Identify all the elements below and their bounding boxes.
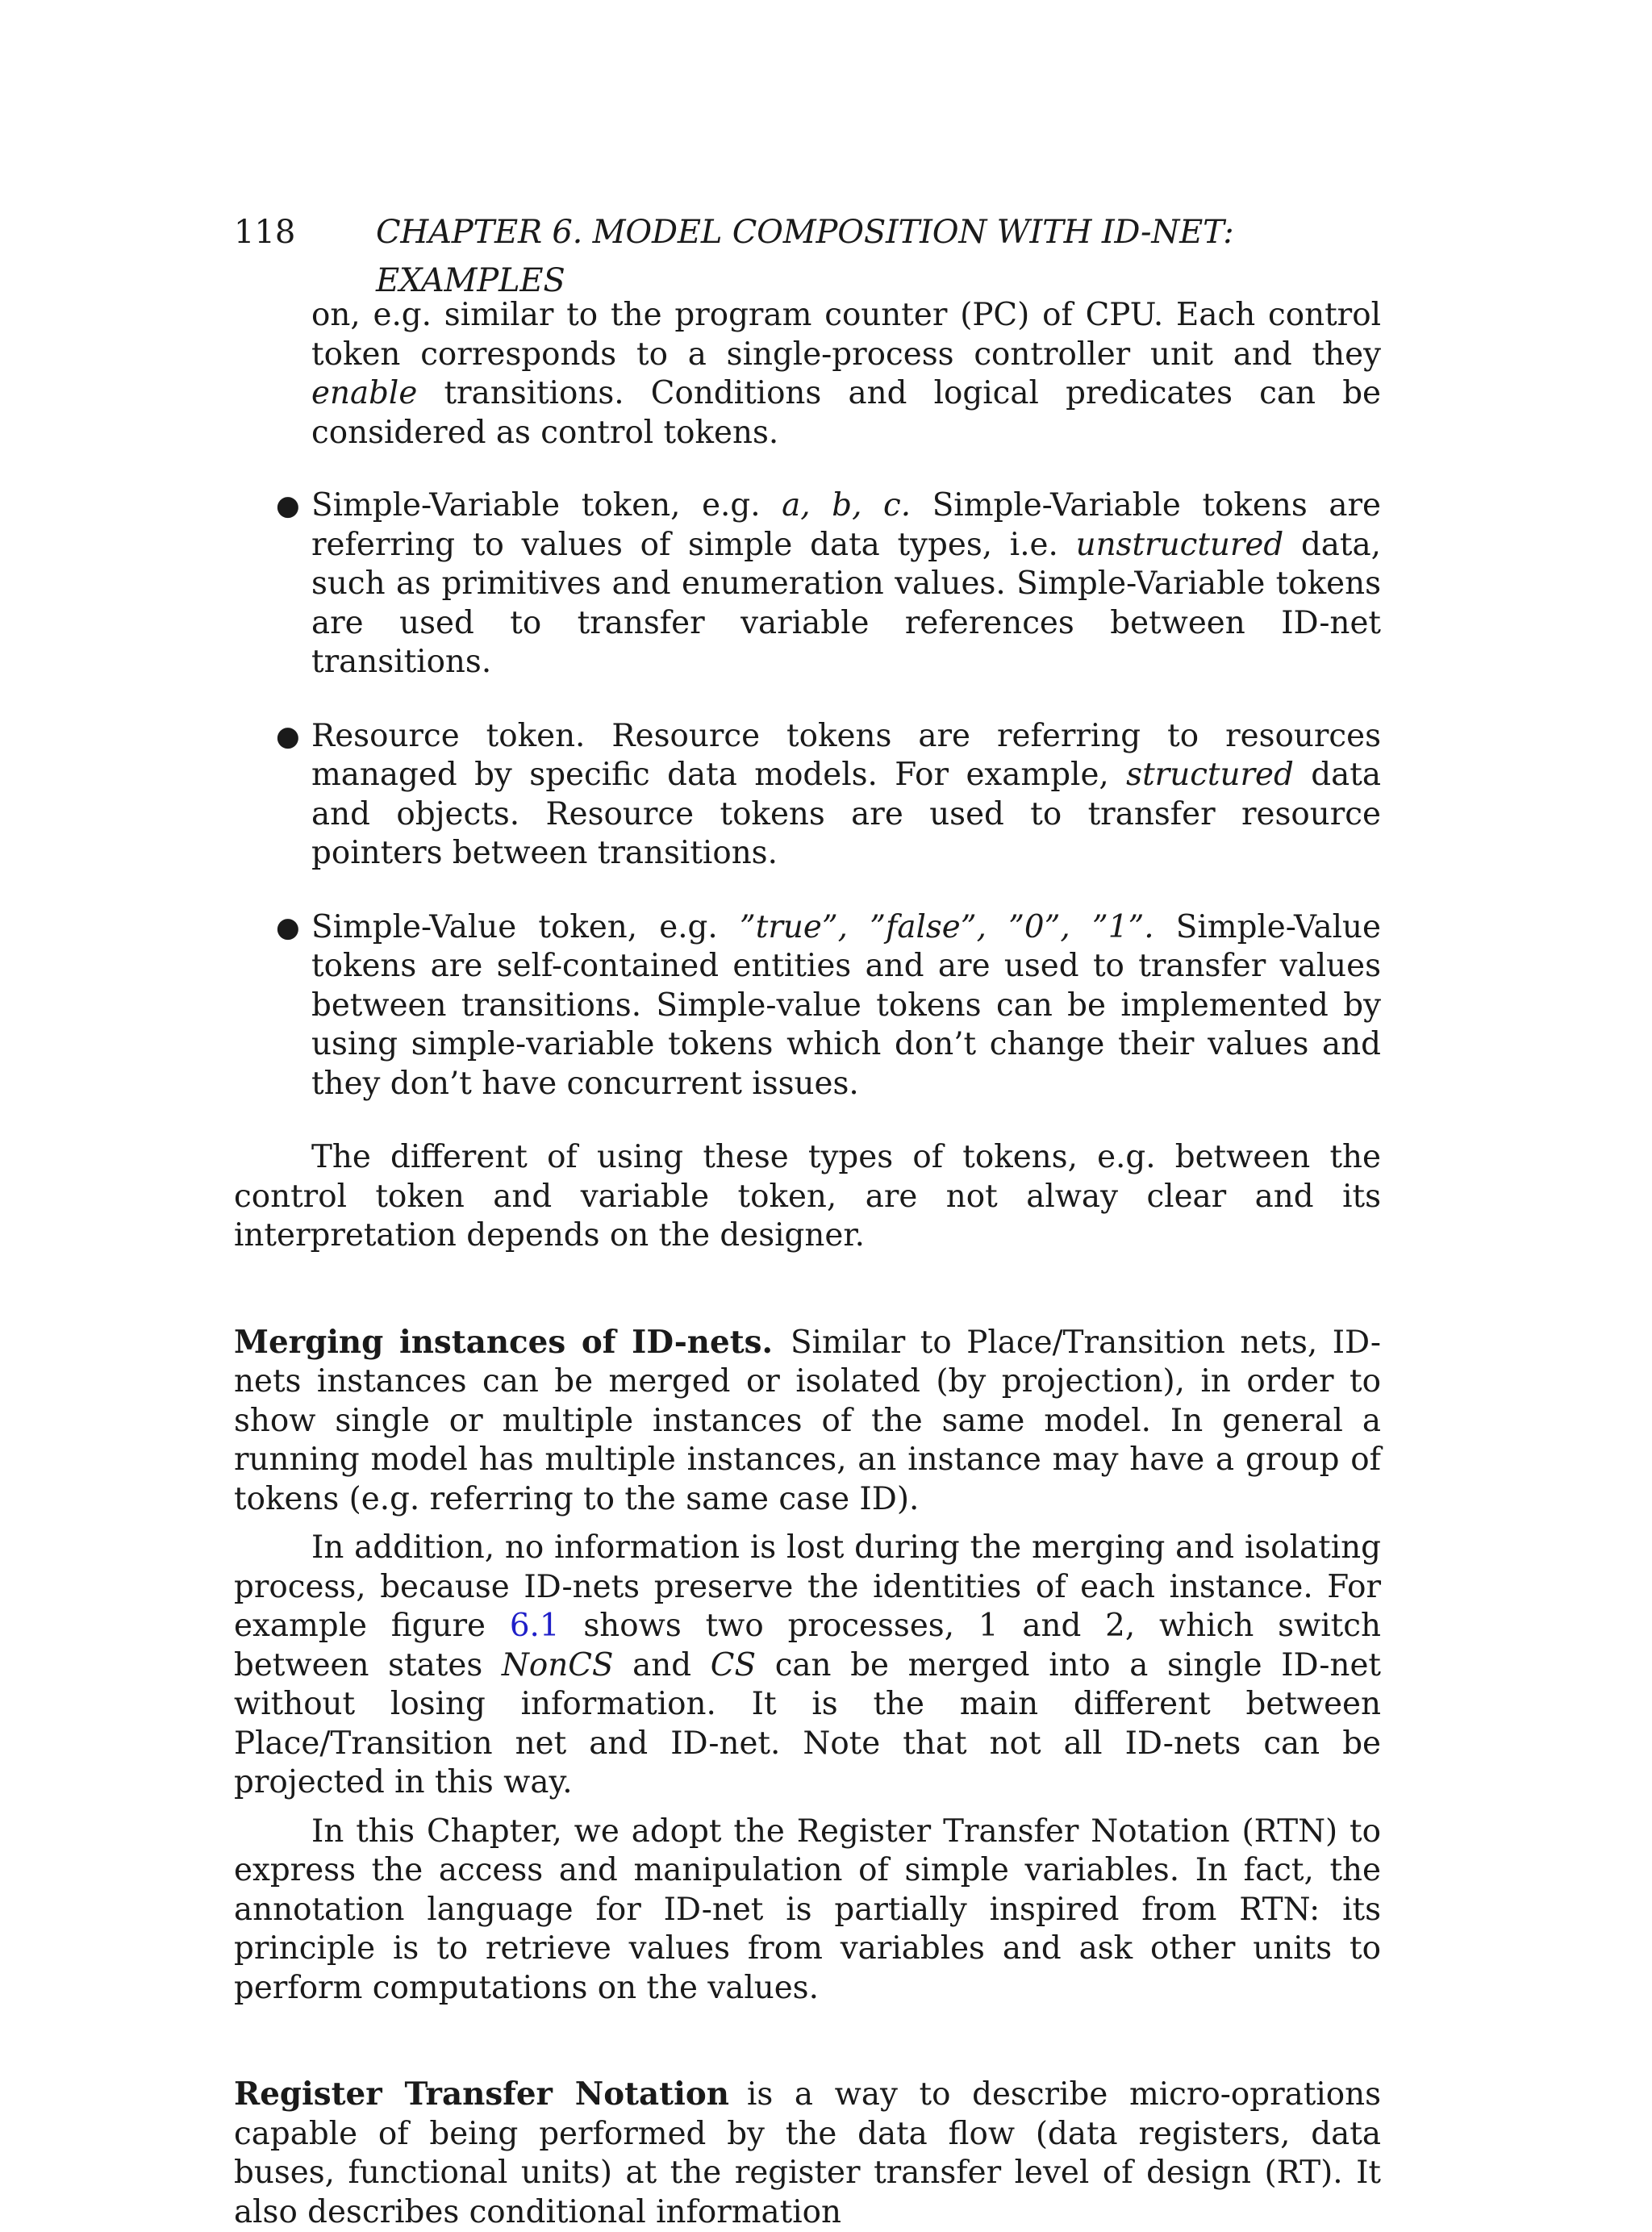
bullet-icon: ● bbox=[276, 490, 300, 522]
text-run: In addition, no information is lost during the merging and isolating process, because ID-nets preserve the identities of each instance. For example figure bbox=[234, 1529, 1381, 1644]
text-run: Simple-Value tokens are self-contained entities and are used to transfer values between transitions. Simple-value tokens can be implemented by using simple-variable tokens which don’t change their values and they don’t have concurrent issues. bbox=[311, 908, 1381, 1102]
emphasis-text: enable bbox=[311, 375, 418, 411]
text-run: shows two processes, 1 and 2, which switch between states bbox=[234, 1608, 1381, 1683]
text-run: Simple-Variable token, e.g. bbox=[311, 487, 782, 524]
paragraph-rtn bbox=[234, 2076, 1381, 2232]
figure-reference-link[interactable]: 6.1 bbox=[509, 1608, 560, 1644]
emphasis-text: ”true”, ”false”, ”0”, ”1”. bbox=[739, 908, 1154, 945]
text-run: and bbox=[613, 1646, 711, 1683]
paragraph-merging bbox=[234, 1324, 1381, 1520]
paragraph bbox=[234, 1529, 1381, 1803]
page-header bbox=[234, 208, 1381, 299]
continuation-paragraph bbox=[234, 296, 1381, 453]
running-title: CHAPTER 6. MODEL COMPOSITION WITH ID-NET: EXAMPLES bbox=[376, 214, 1234, 299]
emphasis-text: NonCS bbox=[501, 1646, 614, 1683]
text-run: on, e.g. similar to the program counter (PC) of CPU. Each control token corresponds to a single-process controller unit and they bbox=[311, 297, 1381, 373]
text-run: transitions. Conditions and logical predicates can be considered as control tokens. bbox=[311, 375, 1381, 451]
bullet-icon: ● bbox=[276, 911, 300, 944]
emphasis-text: unstructured bbox=[1075, 526, 1284, 563]
page-number: 118 bbox=[234, 214, 296, 251]
text-run: Resource token. Resource tokens are referring to resources managed by specific data models. For example, bbox=[311, 717, 1381, 793]
text-run: Simple-Value token, e.g. bbox=[311, 908, 740, 945]
emphasis-text: a, b, c. bbox=[782, 487, 912, 524]
list-item bbox=[276, 717, 1381, 874]
paragraph: In this Chapter, we adopt the Register Transfer Notation (RTN) to express the access and manipulation of simple variables. In fact, the annotation language for ID-net is partially inspired from RTN: its principle is to retrieve values from variables and ask other units to perform computations on the values. bbox=[234, 1813, 1381, 2006]
paragraph: The different of using these types of tokens, e.g. between the control token and variable token, are not alway clear and its interpretation depends on the designer. bbox=[234, 1139, 1381, 1254]
body-text bbox=[234, 296, 1381, 2232]
text-run: can be merged into a single ID-net without losing information. It is the main different between Place/Transition net and ID-net. Note that not all ID-nets can be projected in this way. bbox=[234, 1646, 1381, 1800]
bullet-icon: ● bbox=[276, 720, 300, 753]
list-item bbox=[276, 908, 1381, 1104]
list-item bbox=[276, 486, 1382, 682]
text-run: is a way to describe micro-oprations capable of being performed by the data flow (data registers, data buses, functional units) at the register transfer level of design (RT). It also describes conditional information bbox=[234, 2076, 1382, 2230]
text-run: data, such as primitives and enumeration values. Simple-Variable tokens are used to transfer variable references between ID-net transitions. bbox=[311, 526, 1381, 680]
emphasis-text: structured bbox=[1126, 757, 1294, 793]
section-heading: Merging instances of ID-nets. bbox=[234, 1324, 773, 1361]
text-run: Similar to Place/Transition nets, ID-nets instances can be merged or isolated (by projection), in order to show single or multiple instances of the same model. In general a running model has multiple instances, an instance may have a group of tokens (e.g. referring to the same case ID). bbox=[234, 1324, 1381, 1517]
text-run: data and objects. Resource tokens are used to transfer resource pointers between transitions. bbox=[311, 757, 1381, 871]
token-type-list bbox=[234, 486, 1381, 1103]
text-run: Simple-Variable tokens are referring to values of simple data types, i.e. bbox=[311, 487, 1382, 563]
section-heading: Register Transfer Notation bbox=[234, 2076, 729, 2113]
emphasis-text: CS bbox=[710, 1646, 757, 1683]
